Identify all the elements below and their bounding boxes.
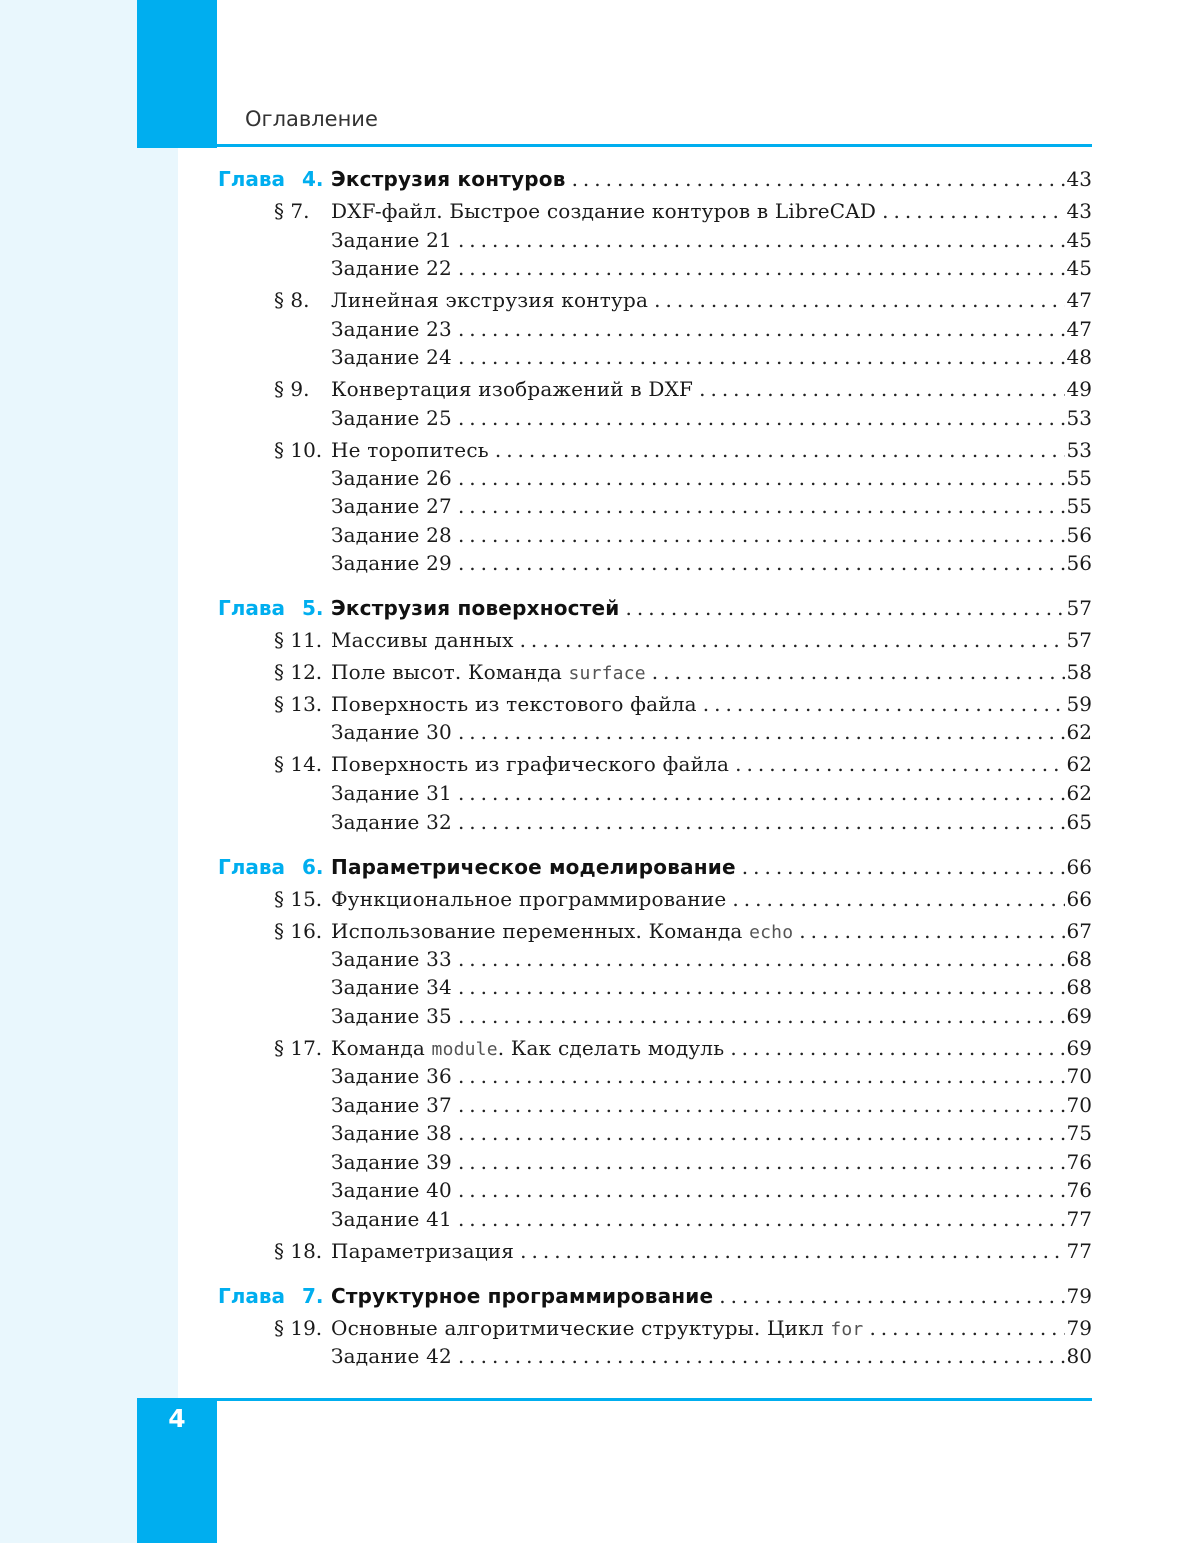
dot-leader	[458, 551, 1092, 575]
toc-section-row[interactable]	[0, 1316, 1200, 1346]
toc-entry-title: Задание 23	[331, 317, 452, 341]
toc-chapter-row[interactable]	[0, 596, 1200, 626]
toc-page-number: 47	[1066, 288, 1092, 312]
chapter-number: 5.	[302, 596, 324, 620]
toc-entry-title: Задание 22	[331, 256, 452, 280]
toc-entry-title: Поле высот. Команда surface	[331, 660, 646, 684]
toc-task-row[interactable]	[0, 494, 1200, 524]
dot-leader	[869, 1316, 1092, 1340]
toc-task-row[interactable]	[0, 406, 1200, 436]
toc-page-number: 68	[1066, 947, 1092, 971]
toc-page-number: 58	[1066, 660, 1092, 684]
dot-leader	[458, 1093, 1092, 1117]
toc-page-number: 55	[1066, 466, 1092, 490]
toc-page-number: 77	[1066, 1207, 1092, 1231]
toc-entry-title: Задание 39	[331, 1150, 452, 1174]
toc-entry-title: Задание 32	[331, 810, 452, 834]
toc-task-row[interactable]	[0, 256, 1200, 286]
section-number: § 9.	[274, 377, 310, 401]
toc-page-number: 57	[1066, 596, 1092, 620]
toc-page-number: 80	[1066, 1344, 1092, 1368]
dot-leader	[458, 317, 1092, 341]
toc-section-row[interactable]	[0, 1239, 1200, 1269]
toc-entry-title: Задание 40	[331, 1178, 452, 1202]
toc-task-row[interactable]	[0, 1207, 1200, 1237]
toc-entry-title: Задание 27	[331, 494, 452, 518]
toc-entry-title: Поверхность из текстового файла	[331, 692, 697, 716]
toc-section-row[interactable]	[0, 660, 1200, 690]
toc-entry-title: Задание 34	[331, 975, 452, 999]
dot-leader	[732, 887, 1092, 911]
section-number: § 13.	[274, 692, 323, 716]
toc-entry-title: Задание 35	[331, 1004, 452, 1028]
toc-task-row[interactable]	[0, 1121, 1200, 1151]
toc-entry-title: Параметризация	[331, 1239, 515, 1263]
dot-leader	[458, 1344, 1092, 1368]
toc-page-number: 67	[1066, 919, 1092, 943]
chapter-number: 4.	[302, 167, 324, 191]
toc-entry-title: Задание 41	[331, 1207, 452, 1231]
toc-chapter-row[interactable]	[0, 855, 1200, 885]
toc-page-number: 62	[1066, 781, 1092, 805]
toc-page-number: 66	[1066, 855, 1092, 879]
toc-task-row[interactable]	[0, 720, 1200, 750]
page-title: Оглавление	[245, 107, 378, 131]
toc-page-number: 70	[1066, 1064, 1092, 1088]
toc-chapter-row[interactable]	[0, 167, 1200, 197]
chapter-label	[218, 1284, 324, 1308]
code-keyword: module	[431, 1039, 498, 1060]
toc-entry-title: Задание 24	[331, 345, 452, 369]
dot-leader	[703, 692, 1092, 716]
toc-entry-title: Задание 21	[331, 228, 452, 252]
dot-leader	[458, 345, 1092, 369]
toc-section-row[interactable]	[0, 887, 1200, 917]
chapter-word: Глава	[218, 167, 286, 191]
toc-page-number: 79	[1066, 1316, 1092, 1340]
section-number: § 11.	[274, 628, 323, 652]
section-number: § 7.	[274, 199, 310, 223]
toc-task-row[interactable]	[0, 345, 1200, 375]
toc-entry-title: Экструзия контуров	[331, 167, 566, 191]
toc-page-number: 69	[1066, 1036, 1092, 1060]
section-number: § 10.	[274, 438, 323, 462]
dot-leader	[520, 628, 1092, 652]
toc-page-number: 56	[1066, 551, 1092, 575]
toc-page-number: 45	[1066, 228, 1092, 252]
toc-entry-title: Функциональное программирование	[331, 887, 727, 911]
toc-page-number: 57	[1066, 628, 1092, 652]
toc-entry-title: Задание 25	[331, 406, 452, 430]
dot-leader	[520, 1239, 1092, 1263]
toc-task-row[interactable]	[0, 781, 1200, 811]
toc-entry-title: Команда module. Как сделать модуль	[331, 1036, 725, 1060]
toc-task-row[interactable]	[0, 810, 1200, 840]
dot-leader	[799, 919, 1092, 943]
code-keyword: echo	[749, 922, 794, 943]
chapter-label	[218, 167, 324, 191]
toc-task-row[interactable]	[0, 975, 1200, 1005]
toc-entry-title: Использование переменных. Команда echo	[331, 919, 794, 943]
toc-section-row[interactable]	[0, 199, 1200, 229]
toc-page-number: 76	[1066, 1178, 1092, 1202]
toc-task-row[interactable]	[0, 523, 1200, 553]
toc-section-row[interactable]	[0, 438, 1200, 468]
dot-leader	[458, 228, 1092, 252]
dot-leader	[735, 752, 1092, 776]
toc-page-number: 59	[1066, 692, 1092, 716]
dot-leader	[458, 975, 1092, 999]
toc-entry-title: Поверхность из графического файла	[331, 752, 730, 776]
toc-entry-title: DXF-файл. Быстрое создание контуров в LibreCAD	[331, 199, 877, 223]
toc-page-number: 53	[1066, 438, 1092, 462]
toc-task-row[interactable]	[0, 551, 1200, 581]
toc-entry-title: Задание 26	[331, 466, 452, 490]
toc-entry-title: Экструзия поверхностей	[331, 596, 620, 620]
toc-section-row[interactable]	[0, 752, 1200, 782]
dot-leader	[882, 199, 1092, 223]
dot-leader	[458, 1121, 1092, 1145]
toc-entry-title: Задание 37	[331, 1093, 452, 1117]
code-keyword: surface	[568, 663, 646, 684]
toc-section-row[interactable]	[0, 288, 1200, 318]
toc-entry-title: Задание 33	[331, 947, 452, 971]
dot-leader	[495, 438, 1092, 462]
dot-leader	[719, 1284, 1092, 1308]
dot-leader	[458, 1178, 1092, 1202]
toc-section-row[interactable]	[0, 919, 1200, 949]
toc-task-row[interactable]	[0, 1150, 1200, 1180]
toc-task-row[interactable]	[0, 228, 1200, 258]
toc-page-number: 56	[1066, 523, 1092, 547]
toc-entry-title: Линейная экструзия контура	[331, 288, 649, 312]
toc-page-number: 66	[1066, 887, 1092, 911]
dot-leader	[742, 855, 1092, 879]
section-number: § 16.	[274, 919, 323, 943]
toc-chapter-row[interactable]	[0, 1284, 1200, 1314]
toc-task-row[interactable]	[0, 947, 1200, 977]
section-number: § 8.	[274, 288, 310, 312]
toc-task-row[interactable]	[0, 317, 1200, 347]
toc-page-number: 70	[1066, 1093, 1092, 1117]
toc-entry-title: Не торопитесь	[331, 438, 489, 462]
chapter-number: 6.	[302, 855, 324, 879]
dot-leader	[652, 660, 1092, 684]
toc-page-number: 48	[1066, 345, 1092, 369]
toc-entry-title: Структурное программирование	[331, 1284, 714, 1308]
toc-page-number: 69	[1066, 1004, 1092, 1028]
toc-entry-title: Задание 29	[331, 551, 452, 575]
toc-page-number: 55	[1066, 494, 1092, 518]
toc-section-row[interactable]	[0, 628, 1200, 658]
toc-page-number: 75	[1066, 1121, 1092, 1145]
section-number: § 19.	[274, 1316, 323, 1340]
dot-leader	[458, 1004, 1092, 1028]
dot-leader	[458, 810, 1092, 834]
dot-leader	[625, 596, 1092, 620]
section-number: § 18.	[274, 1239, 323, 1263]
toc-task-row[interactable]	[0, 1344, 1200, 1374]
toc-task-row[interactable]	[0, 466, 1200, 496]
toc-entry-title: Задание 31	[331, 781, 452, 805]
toc-section-row[interactable]	[0, 1036, 1200, 1066]
toc-task-row[interactable]	[0, 1064, 1200, 1094]
dot-leader	[458, 1150, 1092, 1174]
dot-leader	[458, 720, 1092, 744]
toc-entry-title: Задание 38	[331, 1121, 452, 1145]
chapter-label	[218, 596, 324, 620]
toc-entry-title: Параметрическое моделирование	[331, 855, 736, 879]
toc-section-row[interactable]	[0, 377, 1200, 407]
page-number: 4	[168, 1404, 186, 1433]
dot-leader	[699, 377, 1092, 401]
toc-page-number: 77	[1066, 1239, 1092, 1263]
toc-page-number: 45	[1066, 256, 1092, 280]
toc-entry-title: Массивы данных	[331, 628, 514, 652]
toc-entry-title: Основные алгоритмические структуры. Цикл for	[331, 1316, 864, 1340]
toc-section-row[interactable]	[0, 692, 1200, 722]
dot-leader	[572, 167, 1092, 191]
dot-leader	[730, 1036, 1092, 1060]
toc-page-number: 47	[1066, 317, 1092, 341]
dot-leader	[458, 406, 1092, 430]
toc-page-number: 43	[1066, 167, 1092, 191]
dot-leader	[458, 781, 1092, 805]
toc-page-number: 62	[1066, 720, 1092, 744]
dot-leader	[458, 1207, 1092, 1231]
toc-page-number: 79	[1066, 1284, 1092, 1308]
toc-page-number: 68	[1066, 975, 1092, 999]
toc-page-number: 53	[1066, 406, 1092, 430]
chapter-number: 7.	[302, 1284, 324, 1308]
toc-entry-title: Задание 28	[331, 523, 452, 547]
toc-page-number: 65	[1066, 810, 1092, 834]
code-keyword: for	[830, 1319, 864, 1340]
section-number: § 12.	[274, 660, 323, 684]
toc-entry-title: Задание 30	[331, 720, 452, 744]
section-number: § 14.	[274, 752, 323, 776]
toc-page-number: 62	[1066, 752, 1092, 776]
dot-leader	[458, 947, 1092, 971]
toc-entry-title: Задание 42	[331, 1344, 452, 1368]
dot-leader	[458, 466, 1092, 490]
toc-entry-title: Конвертация изображений в DXF	[331, 377, 694, 401]
dot-leader	[458, 256, 1092, 280]
dot-leader	[654, 288, 1092, 312]
chapter-word: Глава	[218, 596, 286, 620]
toc-page-number: 49	[1066, 377, 1092, 401]
dot-leader	[458, 1064, 1092, 1088]
toc-page-number: 43	[1066, 199, 1092, 223]
dot-leader	[458, 494, 1092, 518]
chapter-word: Глава	[218, 855, 286, 879]
chapter-word: Глава	[218, 1284, 286, 1308]
toc-task-row[interactable]	[0, 1004, 1200, 1034]
dot-leader	[458, 523, 1092, 547]
section-number: § 17.	[274, 1036, 323, 1060]
toc-page-number: 76	[1066, 1150, 1092, 1174]
toc-entry-title: Задание 36	[331, 1064, 452, 1088]
section-number: § 15.	[274, 887, 323, 911]
toc-task-row[interactable]	[0, 1093, 1200, 1123]
toc-task-row[interactable]	[0, 1178, 1200, 1208]
chapter-label	[218, 855, 324, 879]
